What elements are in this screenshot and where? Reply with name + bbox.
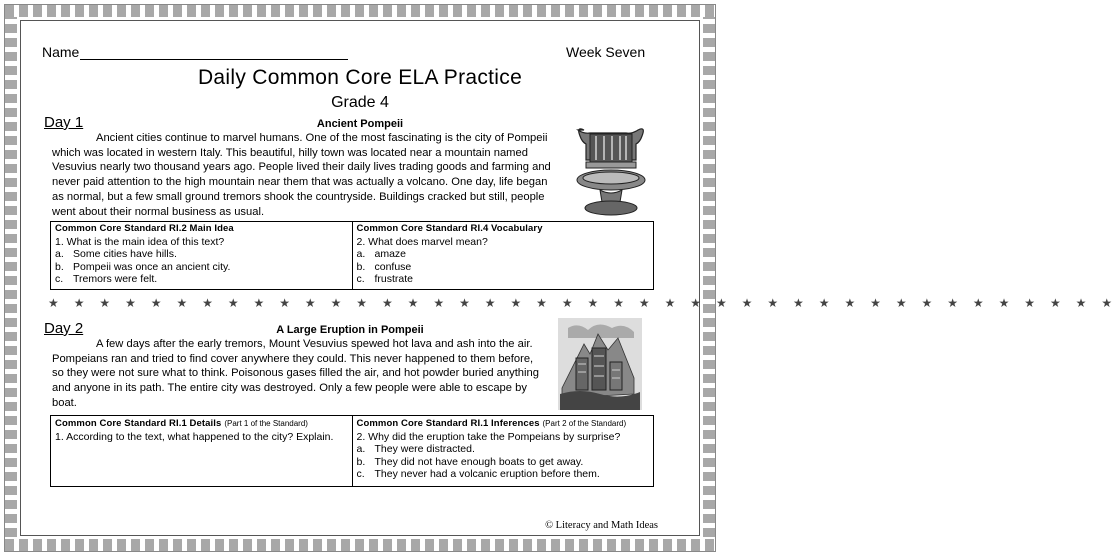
copyright: © Literacy and Math Ideas — [545, 520, 658, 531]
day2-question1: 1. According to the text, what happened to the city? Explain. — [55, 430, 334, 443]
day1-paragraph: Ancient cities continue to marvel humans. One of the most fascinating is the city of Pompeii which was located in western Italy. This beautiful, hilly town was located near a mountain named Vesuvius nearly two thousand years ago. People lived their daily lives trading goods and farming and never paid attention to the high mountain near them that was actually a volcano. One day, life began as normal, but a few small ground tremors shook the countryside. Buildings cracked but still, people went about their normal business as usual. — [52, 132, 551, 218]
day1-standard-right: Common Core Standard RI.4 Vocabulary — [356, 223, 543, 234]
answer-option[interactable]: a. amaze — [356, 248, 407, 261]
answer-option[interactable]: b. They did not have enough boats to get away. — [356, 455, 584, 468]
day2-question2: 2. Why did the eruption take the Pompeians by surprise? — [356, 430, 621, 443]
answer-option[interactable]: a. They were distracted. — [356, 443, 475, 456]
day2-passage — [52, 337, 544, 411]
day2-question-left — [51, 416, 352, 486]
day1-question-left — [51, 222, 352, 289]
answer-option[interactable]: c. frustrate — [356, 273, 414, 286]
week-label: Week Seven — [566, 44, 646, 60]
answer-option[interactable]: a. Some cities have hills. — [55, 248, 177, 261]
answer-option[interactable]: c. They never had a volcanic eruption before them. — [356, 468, 600, 481]
day1-label: Day 1 — [44, 114, 84, 131]
day2-story-title: A Large Eruption in Pompeii — [276, 324, 424, 336]
day1-passage — [52, 131, 562, 219]
answer-option[interactable]: b. Pompeii was once an ancient city. — [55, 260, 231, 273]
day1-questions — [50, 221, 654, 290]
day1-question2: 2. What does marvel mean? — [356, 235, 488, 248]
day1-question1: 1. What is the main idea of this text? — [55, 235, 225, 248]
day2-standard-right: Common Core Standard RI.1 Inferences (Part 2 of the Standard) — [356, 418, 627, 429]
answer-option[interactable]: b. confuse — [356, 260, 412, 273]
pompeii-ruins-icon — [558, 318, 642, 410]
day2-paragraph: A few days after the early tremors, Mount Vesuvius spewed hot lava and ash into the air. Pompeians ran and tried to find cover anywhere they could. This never happened to them before, so they were not sure what to think. Poisonous gases filled the air, and hot powder buried anything and anyone in its path. The entire city was destroyed. Only a few people were able to escape by boat. — [52, 338, 539, 409]
day2-questions — [50, 415, 654, 487]
day1-standard-left: Common Core Standard RI.2 Main Idea — [55, 223, 234, 234]
day2-standard-left: Common Core Standard RI.1 Details (Part 1 of the Standard) — [55, 418, 308, 429]
name-field[interactable] — [80, 59, 348, 60]
day2-question-right — [352, 416, 654, 486]
day2-label: Day 2 — [44, 320, 84, 337]
day1-question-right — [352, 222, 654, 289]
day1-story-title: Ancient Pompeii — [316, 118, 404, 130]
pompeii-fountain-icon — [566, 120, 656, 218]
name-label: Name — [42, 44, 80, 60]
page-title: Daily Common Core ELA Practice — [197, 66, 523, 89]
answer-option[interactable]: c. Tremors were felt. — [55, 273, 158, 286]
star-divider: ★ ★ ★ ★ ★ ★ ★ ★ ★ ★ ★ ★ ★ ★ ★ ★ ★ ★ ★ ★ ★ ★ ★ ★ ★ ★ ★ ★ ★ ★ ★ ★ ★ ★ ★ ★ ★ ★ ★ ★ ★ ★ — [48, 296, 1118, 310]
grade-label: Grade 4 — [331, 94, 389, 111]
